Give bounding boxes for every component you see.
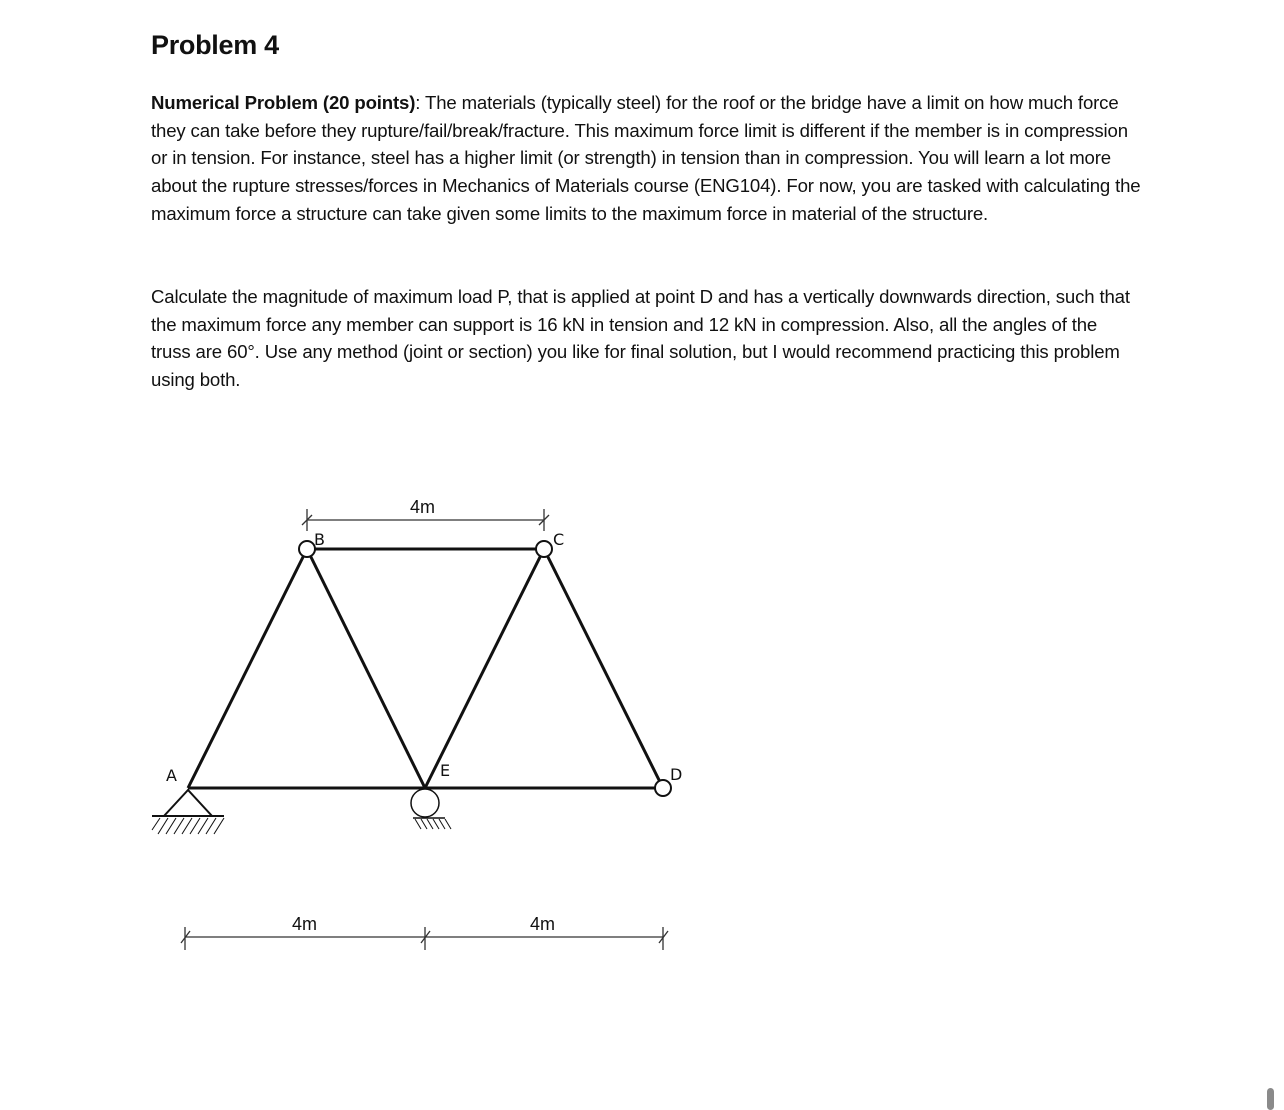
member-be [307, 549, 425, 788]
bottom-dimension-label-right: 4m [530, 914, 556, 934]
joint-label-e: E [440, 761, 451, 780]
problem-title: Problem 4 [151, 30, 279, 60]
bottom-dimension-line [181, 927, 668, 950]
intro-text: : The materials (typically steel) for the roof or the bridge have a limit on how much force they can take before they rupture/fail/break/fracture. This maximum force limit is different if the member is in compression or in tension. For instance, steel has a higher limit (or strength) in tension than in compression. You will learn a lot more about the rupture stresses/forces in Mechanics of Materials course (ENG104). For now, you are tasked with calculating the maximum force a structure can take given some limits to the maximum force in material of the structure. [151, 92, 1141, 224]
top-dimension-label: 4m [410, 497, 436, 517]
member-ab [188, 549, 307, 788]
task-paragraph: Calculate the magnitude of maximum load P, that is applied at point D and has a vertically downwards direction, such that the maximum force any member can support is 16 kN in tension and 12 kN in compression. Also, all the angles of the truss are 60°. Use any method (joint or section) you like for final solution, but I would recommend practicing this problem using both. [151, 286, 1130, 391]
member-ce [425, 549, 544, 788]
member-cd [544, 549, 663, 788]
intro-label: Numerical Problem (20 points) [151, 92, 416, 113]
pin-support-a [152, 790, 224, 834]
bottom-dimension-label-left: 4m [292, 914, 318, 934]
joint-label-c: C [553, 530, 565, 549]
roller-support-e [411, 789, 451, 829]
joint-c [536, 541, 552, 557]
truss-members [188, 549, 663, 788]
joint-label-a: A [166, 766, 177, 785]
joint-b [299, 541, 315, 557]
joint-label-d: D [670, 765, 683, 784]
joint-label-b: B [314, 530, 325, 549]
joint-d [655, 780, 671, 796]
